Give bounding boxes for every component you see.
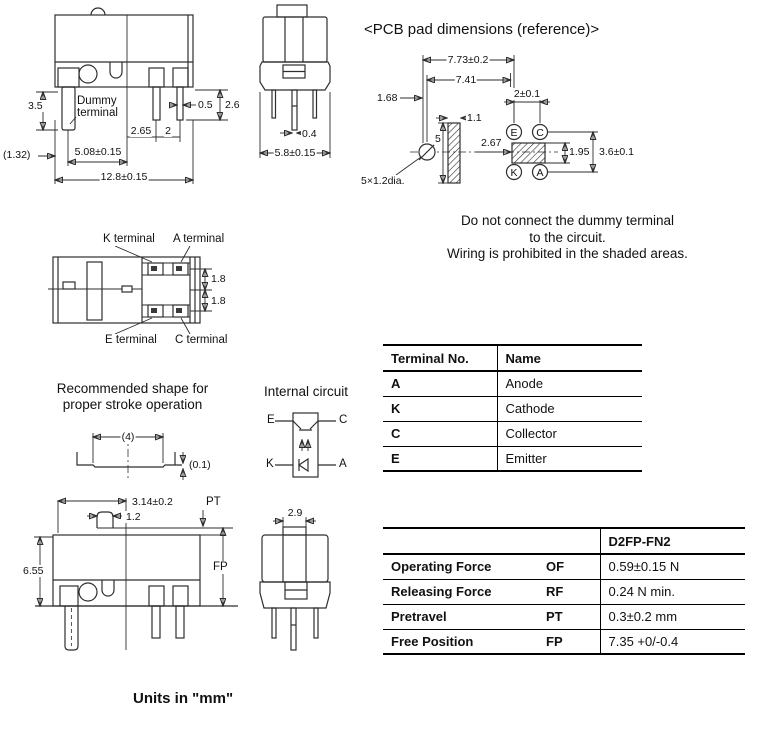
spec-table	[383, 527, 745, 655]
dim-edge-offset: (1.32)	[3, 149, 31, 161]
dim-body-height: 6.55	[23, 565, 44, 577]
terminal-no-cell: K	[391, 401, 401, 416]
terminal-name-cell: Anode	[497, 371, 642, 396]
stroke-shape-title	[30, 381, 235, 413]
terminal-name-cell: Cathode	[497, 396, 642, 421]
front-view-figure	[0, 0, 250, 192]
dim-pin-offset: 2.65	[130, 125, 152, 137]
free-position-figure	[10, 490, 255, 675]
dim-pin-width: 0.5	[198, 99, 213, 111]
pcb-section-title: <PCB pad dimensions (reference)>	[364, 21, 600, 38]
column-header-name: Name	[497, 345, 642, 371]
terminal-name-cell: Emitter	[497, 446, 642, 471]
pad-label-c: C	[536, 127, 544, 139]
table-row	[383, 579, 745, 604]
terminal-no-cell: A	[391, 376, 401, 392]
spec-name-cell: Free Position	[391, 633, 474, 649]
pcb-note-line1: Do not connect the dummy terminal	[460, 213, 675, 228]
spec-value-cell: 0.59±0.15 N	[600, 554, 745, 579]
terminal-no-cell: C	[391, 426, 401, 441]
dim-button-width: 1.2	[126, 511, 141, 523]
dim-button-position: 3.14±0.2	[132, 496, 173, 508]
spec-table-header-row	[383, 528, 745, 554]
table-row	[383, 629, 745, 654]
pad-label-k: K	[510, 167, 518, 179]
side-view-bottom-figure	[250, 505, 365, 655]
terminal-view-figure	[40, 232, 265, 354]
spec-abbr-cell: PT	[546, 609, 563, 624]
dim-pad-width-outer: 7.73±0.2	[447, 54, 489, 66]
terminal-table-header-row	[383, 345, 642, 371]
hole-diameter-note: 5×1.2dia.	[361, 175, 405, 187]
stroke-shape-art	[60, 425, 245, 485]
spec-name-cell: Pretravel	[391, 609, 447, 624]
a-terminal-label: A terminal	[173, 233, 225, 245]
front-view-art	[0, 0, 250, 192]
dim-terminal-pitch-1: 1.8	[211, 273, 226, 285]
dim-recess-width: (4)	[121, 431, 135, 443]
table-row	[383, 396, 642, 421]
internal-circuit-figure	[255, 403, 365, 488]
dim-pin-pitch: 2	[165, 125, 171, 137]
dim-pad-pitch: 2±0.1	[513, 88, 541, 100]
pcb-notes	[375, 213, 760, 263]
spec-header-empty	[383, 528, 538, 554]
stroke-shape-title-line2: proper stroke operation	[62, 397, 203, 412]
terminal-name-cell: Collector	[497, 421, 642, 446]
pcb-note-line3: Wiring is prohibited in the shaded areas.	[447, 246, 688, 261]
table-row	[383, 604, 745, 629]
dim-dummy-length: 3.5	[28, 100, 43, 112]
pcb-note-line2: to the circuit.	[529, 229, 606, 245]
dim-terminal-pitch-2: 1.8	[211, 295, 226, 307]
spec-value-cell: 7.35 +0/-0.4	[600, 629, 745, 654]
pcb-pad-figure	[358, 45, 713, 210]
stroke-shape-title-line1: Recommended shape for	[56, 381, 209, 396]
dim-body-width: 12.8±0.15	[100, 171, 148, 183]
dim-slot-height: 5	[435, 133, 441, 145]
spec-value-cell: 0.3±0.2 mm	[600, 604, 745, 629]
dim-pin-length: 2.6	[225, 99, 240, 111]
dim-slot-width: 1.1	[467, 112, 482, 124]
internal-circuit-title: Internal circuit	[263, 384, 349, 399]
free-position-label: FP	[213, 561, 228, 573]
table-row	[383, 446, 642, 471]
dim-center-pin-width: 0.4	[302, 128, 317, 140]
dim-pad-width-inner: 7.41	[455, 74, 477, 86]
terminal-no-cell: E	[391, 450, 400, 466]
dim-button-width-side: 2.9	[287, 507, 303, 519]
dummy-terminal-callout-line1: Dummy	[77, 95, 117, 107]
table-row	[383, 421, 642, 446]
spec-abbr-cell: FP	[546, 633, 563, 649]
model-header: D2FP-FN2	[600, 528, 745, 554]
k-terminal-label: K terminal	[103, 233, 155, 245]
dummy-terminal-callout-line2: terminal	[77, 107, 118, 119]
circuit-label-k: K	[266, 458, 274, 470]
circuit-label-c: C	[339, 414, 348, 426]
spec-header-empty	[538, 528, 600, 554]
dim-offset-left: 1.68	[377, 92, 398, 104]
dim-pad-offset: 2.67	[481, 137, 502, 149]
e-terminal-label: E terminal	[105, 334, 157, 346]
dim-side-body-width: 5.8±0.15	[274, 147, 316, 159]
pad-label-e: E	[510, 127, 518, 139]
spec-abbr-cell: RF	[546, 584, 564, 599]
side-view-bottom-art	[250, 505, 365, 655]
spec-name-cell: Operating Force	[391, 559, 492, 575]
table-row	[383, 554, 745, 579]
dim-pad-height: 1.95	[569, 146, 590, 158]
table-row	[383, 371, 642, 396]
c-terminal-label: C terminal	[175, 334, 228, 346]
spec-value-cell: 0.24 N min.	[600, 579, 745, 604]
side-view-art	[250, 0, 360, 165]
units-note: Units in "mm"	[133, 690, 234, 707]
circuit-label-a: A	[339, 458, 347, 470]
spec-name-cell: Releasing Force	[391, 584, 492, 599]
spec-abbr-cell: OF	[546, 559, 565, 575]
circuit-label-e: E	[267, 414, 275, 426]
side-view-figure	[250, 0, 360, 165]
dim-dummy-position: 5.08±0.15	[74, 146, 122, 158]
stroke-shape-figure	[60, 425, 245, 485]
dim-recess-depth: (0.1)	[189, 459, 211, 471]
terminal-table	[383, 344, 642, 472]
pretravel-label: PT	[206, 496, 221, 508]
column-header-terminal-no: Terminal No.	[391, 350, 469, 366]
dim-row-pitch: 3.6±0.1	[599, 146, 634, 158]
pad-label-a: A	[536, 167, 544, 179]
